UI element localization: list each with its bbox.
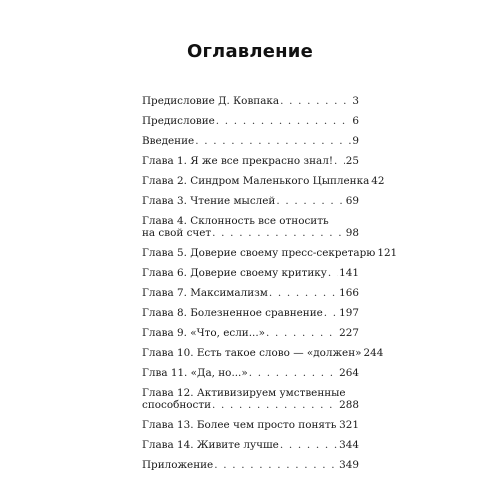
toc-page-number: 197 [339,307,359,319]
toc-page-number: 9 [352,135,359,147]
dot-leader [334,155,345,167]
toc-page-number: 244 [363,347,384,359]
dot-leader [212,399,338,411]
toc-entry-row [142,367,359,379]
toc-entry-row [142,95,359,107]
toc-page-number: 227 [339,327,359,339]
toc-page-number: 344 [339,439,359,451]
toc-entry-label: Глава 6. Доверие своему критику [142,267,327,279]
dot-leader [280,95,351,107]
dot-leader [266,327,338,339]
toc-page-number: 264 [339,367,359,379]
toc-entry-label: способности [142,399,212,411]
dot-leader [280,439,338,451]
toc-entry-row [142,135,359,147]
toc-page-number: 6 [352,115,359,127]
toc-entry [142,439,359,451]
toc-page-number: 349 [339,459,359,471]
toc-entry-label: Глава 13. Более чем просто понять [142,419,337,431]
toc-entry-label: Предисловие Д. Ковпака [142,95,280,107]
dot-leader [195,135,351,147]
toc-entry-label: Глава 2. Синдром Маленького Цыпленка [142,175,370,187]
toc-entry-label: Глава 7. Максимализм [142,287,268,299]
toc-page-number: 98 [345,227,359,239]
toc-entry [142,267,359,279]
toc-entry [142,367,359,379]
toc-page-number: 69 [345,195,359,207]
toc-entry-label-line: Глава 12. Активизируем умственные [142,387,346,399]
toc-entry-row [142,327,359,339]
toc-entry [142,195,359,207]
toc-page-number: 25 [345,155,359,167]
toc-entry-row [142,115,359,127]
toc-entry [142,95,359,107]
dot-leader [216,115,352,127]
toc-entry-row [142,287,359,299]
toc-page-number: 121 [377,247,398,259]
dot-leader [214,459,338,471]
toc-entry-row [142,247,398,259]
dot-leader [337,419,338,431]
toc-entry [142,347,384,359]
toc-entry-row [142,175,385,187]
dot-leader [212,227,345,239]
dot-leader [249,367,338,379]
toc-entry-label: Глава 3. Чтение мыслей [142,195,276,207]
toc-entry-label: Глва 11. «Да, но...» [142,367,248,379]
toc-list [142,95,398,479]
toc-entry [142,459,359,471]
toc-entry-label: Глава 10. Есть такое слово — «должен» [142,347,362,359]
toc-entry [142,307,359,319]
toc-entry-label: Приложение [142,459,214,471]
toc-entry-label: Глава 8. Болезненное сравнение [142,307,323,319]
toc-title: Оглавление [186,41,314,62]
toc-page-number: 321 [339,419,359,431]
dot-leader [269,287,338,299]
toc-entry-row [142,399,359,411]
toc-entry-label: Введение [142,135,195,147]
toc-entry-row [142,459,359,471]
toc-entry-row [142,439,359,451]
toc-entry-label: Предисловие [142,115,215,127]
toc-entry-label: на свой счет [142,227,212,239]
toc-page-number: 288 [339,399,359,411]
toc-entry [142,387,359,411]
toc-entry-label: Глава 5. Доверие своему пресс-секретарю [142,247,376,259]
toc-entry [142,175,385,187]
toc-entry [142,247,398,259]
toc-entry [142,155,359,167]
toc-entry-row [142,267,359,279]
dot-leader [328,267,338,279]
toc-entry [142,215,359,239]
toc-entry-row [142,419,359,431]
toc-entry-row [142,155,359,167]
toc-entry [142,327,359,339]
toc-entry [142,287,359,299]
toc-entry-row [142,195,359,207]
toc-entry-label: Глава 9. «Что, если...» [142,327,265,339]
toc-page-number: 141 [339,267,359,279]
dot-leader [324,307,338,319]
toc-entry-label-line: Глава 4. Склонность все относить [142,215,329,227]
toc-entry-row [142,307,359,319]
toc-entry-row [142,227,359,239]
toc-entry [142,419,359,431]
toc-page-number: 166 [339,287,359,299]
dot-leader [276,195,344,207]
toc-entry [142,135,359,147]
toc-entry-label: Глава 1. Я же все прекрасно знал! [142,155,333,167]
toc-page-number: 3 [352,95,359,107]
toc-entry-row [142,347,384,359]
toc-entry [142,115,359,127]
toc-entry-label: Глава 14. Живите лучше [142,439,279,451]
toc-page-number: 42 [371,175,385,187]
